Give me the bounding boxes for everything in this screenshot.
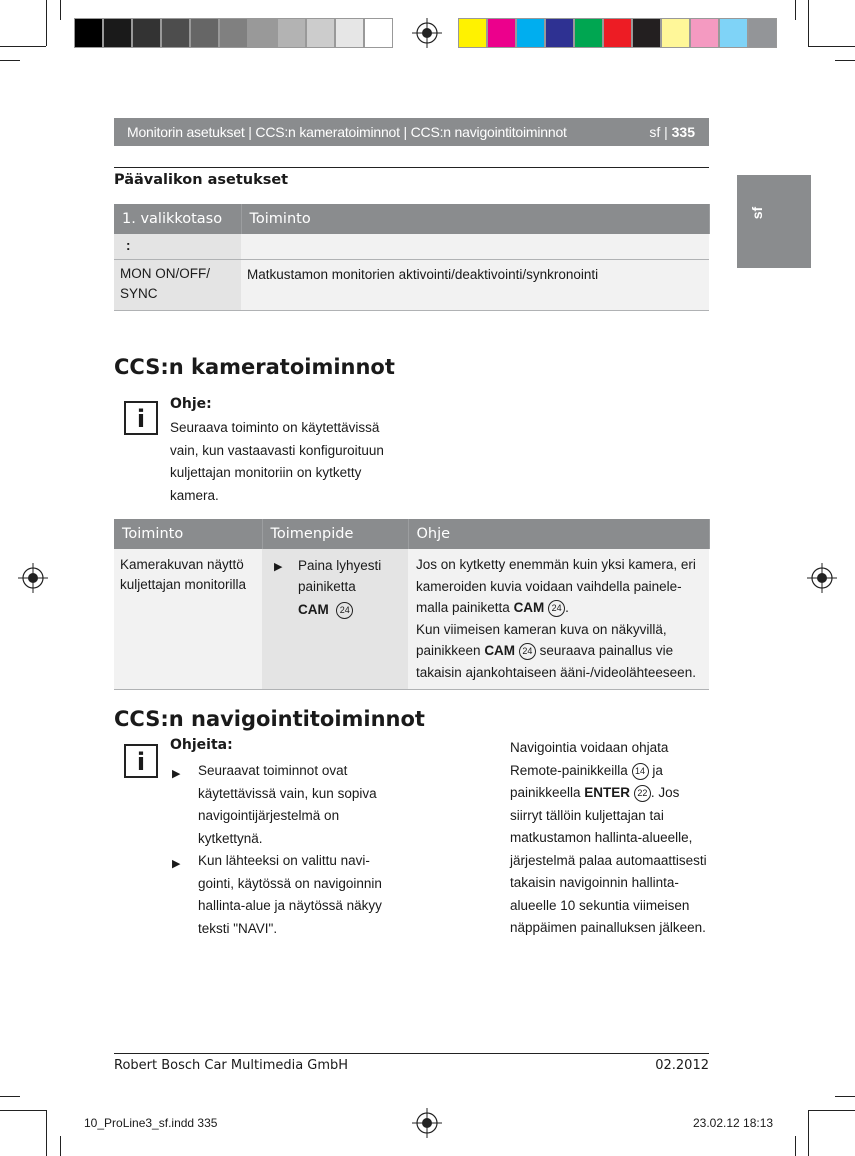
note-line: kamera.: [170, 487, 219, 503]
crop-mark: [60, 1136, 61, 1156]
text: .: [565, 600, 569, 615]
table-cell: [408, 549, 709, 690]
note-line: vain, kun vastaavasti konfiguroituun: [170, 442, 384, 458]
note-line: Seuraava toiminto on käytettävissä: [170, 420, 380, 435]
table-cell: [114, 549, 262, 690]
crop-mark: [0, 46, 46, 47]
color-swatch: [306, 18, 335, 48]
color-swatch: [74, 18, 103, 48]
body-line: takaisin navigoinnin hallinta-: [510, 875, 679, 890]
note-line: teksti "NAVI".: [198, 920, 278, 936]
cell-line: Paina lyhyesti: [298, 558, 382, 573]
camera-table: [114, 519, 710, 690]
main-menu-heading: Päävalikon asetukset: [114, 172, 289, 188]
body-line: [510, 782, 707, 805]
color-swatch: [277, 18, 306, 48]
info-icon: i: [124, 401, 158, 435]
table-row: [114, 549, 709, 690]
crop-mark: [808, 0, 809, 46]
footer-date: 02.2012: [655, 1058, 709, 1073]
registration-mark-icon: [18, 563, 48, 593]
body-line: järjestelmä palaa automaattisesti: [510, 852, 707, 868]
color-swatch: [248, 18, 277, 48]
cell-line: kameroiden kuvia voidaan vaihdella painele-: [416, 578, 682, 594]
note-line: kuljettajan monitoriin on kytketty: [170, 465, 362, 480]
cell-line: Kun viimeisen kameran kuva on näkyvillä,: [416, 621, 667, 637]
body-line: matkustamon hallinta-alueelle,: [510, 830, 693, 845]
registration-mark-icon: [412, 18, 442, 48]
header-title: Monitorin asetukset | CCS:n kameratoiminnot | CCS:n navigointitoiminnot: [127, 124, 567, 140]
note-title: Ohjeita:: [170, 737, 233, 753]
color-swatch: [458, 18, 487, 48]
crop-mark: [835, 1096, 855, 1097]
callout-number: 22: [634, 785, 651, 802]
cell-line: kuljettajan monitorilla: [120, 577, 247, 592]
text: painikkeella: [510, 785, 585, 800]
column-header: Toiminto: [241, 204, 709, 234]
callout-number: 24: [548, 600, 565, 617]
table-cell: Matkustamon monitorien aktivointi/deaktivointi/synkronointi: [241, 260, 709, 311]
crop-mark: [0, 1096, 20, 1097]
navigation-body-text: [510, 737, 707, 940]
cam-button-label: CAM: [513, 600, 545, 615]
color-swatch: [190, 18, 219, 48]
note-line: Kun lähteeksi on valittu navi-: [198, 853, 370, 868]
column-header: Toiminto: [114, 519, 262, 549]
cam-button-label: CAM: [298, 602, 329, 617]
text: ja: [648, 762, 663, 778]
cam-button-label: CAM: [484, 643, 516, 658]
color-swatch: [661, 18, 690, 48]
language-side-tab: [737, 175, 811, 268]
body-line: Navigointia voidaan ohjata: [510, 740, 669, 755]
color-swatch: [516, 18, 545, 48]
bullet-arrow-icon: ▶: [172, 768, 181, 780]
color-swatch: [161, 18, 190, 48]
note-line: Seuraavat toiminnot ovat: [198, 763, 348, 778]
color-swatch: [690, 18, 719, 48]
column-header: Ohje: [408, 519, 709, 549]
cell-line: takaisin ajankohtaiseen ääni-/videolähteeseen.: [416, 664, 696, 680]
table-cell: MON ON/OFF/ SYNC: [114, 260, 241, 311]
table-cell: [262, 549, 408, 690]
callout-number: 14: [632, 763, 649, 780]
color-swatch: [487, 18, 516, 48]
cell-line: painiketta: [298, 579, 356, 594]
header-lang: sf: [649, 124, 661, 140]
text: seuraava painallus vie: [535, 643, 674, 658]
note-line: gointi, käytössä on navigoinnin: [198, 875, 382, 891]
text: Remote-painikkeilla: [510, 762, 632, 778]
note-line: käytettävissä vain, kun sopiva: [198, 785, 377, 801]
body-line: alueelle 10 sekuntia viimeisen: [510, 897, 690, 913]
side-tab-label: sf: [749, 206, 766, 220]
info-icon: i: [124, 744, 158, 778]
page-number: 335: [671, 124, 695, 140]
registration-mark-icon: [412, 1108, 442, 1138]
crop-mark: [60, 0, 61, 20]
column-header: Toimenpide: [262, 519, 408, 549]
enter-button-label: ENTER: [584, 785, 631, 800]
color-swatch: [103, 18, 132, 48]
crop-mark: [835, 60, 855, 61]
gray-calibration-strip: [74, 18, 393, 48]
note-text: [170, 417, 384, 507]
text: malla painiketta: [416, 600, 514, 615]
callout-number: 24: [519, 643, 536, 660]
color-swatch: [545, 18, 574, 48]
crop-mark: [46, 0, 47, 46]
crop-mark: [808, 46, 855, 47]
bullet-arrow-icon: ▶: [172, 858, 181, 870]
crop-mark: [795, 1136, 796, 1156]
cell-line: [416, 640, 703, 662]
main-menu-table: [114, 204, 710, 311]
bullet-arrow-icon: ▶: [274, 561, 283, 573]
slug-timestamp: 23.02.12 18:13: [693, 1116, 774, 1130]
body-line: näppäimen painalluksen jälkeen.: [510, 920, 706, 935]
table-row: [114, 234, 709, 260]
divider: [114, 1053, 709, 1054]
cell-line: Kamerakuvan näyttö: [120, 557, 244, 572]
note-line: kytkettynä.: [198, 830, 263, 846]
note-bullet-text: [198, 850, 382, 940]
camera-section-heading: CCS:n kameratoiminnot: [114, 355, 395, 379]
table-cell: :: [114, 234, 241, 260]
note-line: navigointijärjestelmä on: [198, 808, 340, 823]
navigation-section-heading: CCS:n navigointitoiminnot: [114, 707, 425, 731]
cell-line: [416, 597, 703, 619]
color-swatch: [719, 18, 748, 48]
header-page: sf | 335: [649, 124, 695, 140]
table-row: [114, 260, 709, 311]
body-line: siirryt tällöin kuljettajan tai: [510, 807, 664, 823]
body-line: [510, 760, 707, 783]
note-line: hallinta-alue ja näytössä näkyy: [198, 898, 382, 913]
crop-mark: [0, 1110, 46, 1111]
color-swatch: [335, 18, 364, 48]
color-calibration-strip: [458, 18, 777, 48]
divider: [114, 167, 709, 168]
column-header: 1. valikkotaso: [114, 204, 241, 234]
color-swatch: [603, 18, 632, 48]
registration-mark-icon: [807, 563, 837, 593]
crop-mark: [46, 1110, 47, 1156]
table-cell: [241, 234, 709, 260]
color-swatch: [219, 18, 248, 48]
color-swatch: [574, 18, 603, 48]
slug-file: 10_ProLine3_sf.indd 335: [84, 1116, 218, 1130]
color-swatch: [632, 18, 661, 48]
cell-line: Jos on kytketty enemmän kuin yksi kamera, eri: [416, 557, 696, 572]
color-swatch: [748, 18, 777, 48]
running-header: [114, 118, 709, 146]
text: . Jos: [650, 785, 680, 800]
crop-mark: [795, 0, 796, 20]
callout-number: 24: [336, 602, 353, 619]
color-swatch: [364, 18, 393, 48]
color-swatch: [132, 18, 161, 48]
crop-mark: [808, 1110, 855, 1111]
crop-mark: [0, 60, 20, 61]
note-bullet-text: [198, 760, 377, 850]
note-title: Ohje:: [170, 396, 212, 412]
text: painikkeen: [416, 643, 485, 658]
crop-mark: [808, 1110, 809, 1156]
footer-company: Robert Bosch Car Multimedia GmbH: [114, 1058, 349, 1073]
cell-line: [298, 599, 402, 620]
